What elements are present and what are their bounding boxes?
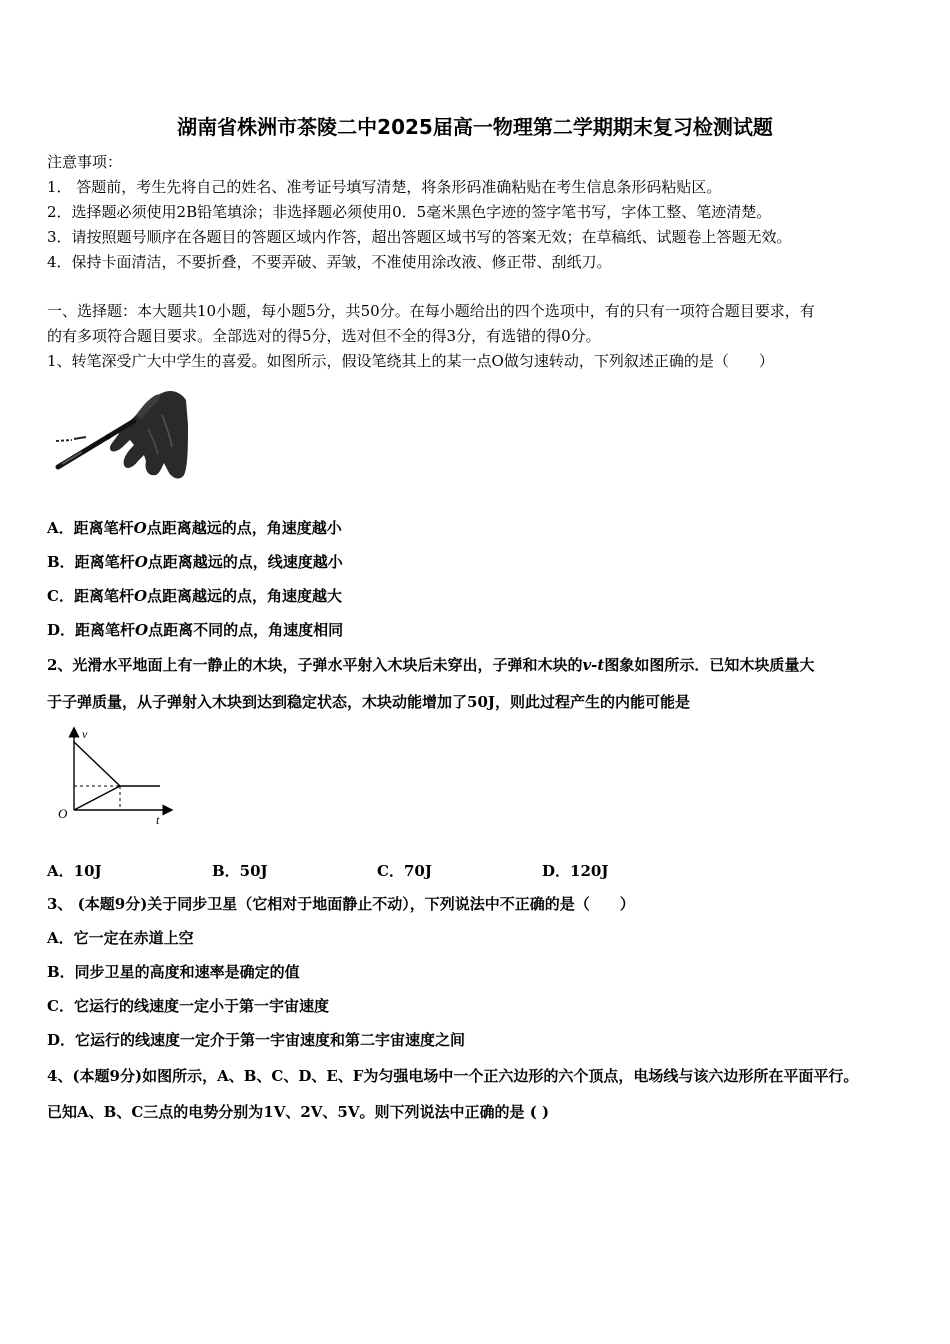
- notice-heading: 注意事项：: [47, 153, 123, 171]
- notice-item-3: 3．请按照题号顺序在各题目的答题区域内作答，超出答题区域书写的答案无效；在草稿纸、试题卷上答题无效。: [47, 228, 792, 246]
- q3-option-a: A．它一定在赤道上空: [47, 929, 194, 947]
- page-title: 湖南省株洲市茶陵二中2025届高一物理第二学期期末复习检测试题: [177, 115, 773, 139]
- q1-option-d: D．距离笔杆O点距离不同的点，角速度相同: [47, 621, 344, 639]
- q2-choice-c: C．70J: [377, 862, 432, 880]
- q3-option-b: B．同步卫星的高度和速率是确定的值: [47, 963, 300, 981]
- section-intro-line-2: 的有多项符合题目要求。全部选对的得5分，选对但不全的得3分，有选错的得0分。: [47, 327, 601, 345]
- q2-choice-a: A．10J: [47, 862, 102, 880]
- v-axis-label: v: [82, 727, 88, 741]
- block-line: [74, 786, 120, 810]
- pen-spinning-hand-figure: [52, 385, 188, 495]
- q2-choice-d: D．120J: [542, 862, 609, 880]
- q1-option-b: B．距离笔杆O点距离越远的点，线速度越小: [47, 553, 343, 571]
- section-intro-line-1: 一、选择题：本大题共10小题，每小题5分，共50分。在每小题给出的四个选项中，有的只有一项符合题目要求，有: [47, 302, 815, 320]
- q2-stem-line-1: 2、光滑水平地面上有一静止的木块，子弹水平射入木块后未穿出，子弹和木块的v-t图象如图所示．已知木块质量大: [47, 656, 815, 674]
- q2-choice-b: B．50J: [212, 862, 268, 880]
- notice-item-1: 1． 答题前，考生先将自己的姓名、准考证号填写清楚，将条形码准确粘贴在考生信息条形码粘贴区。: [47, 178, 722, 196]
- q3-option-c: C．它运行的线速度一定小于第一宇宙速度: [47, 997, 329, 1015]
- vt-graph-figure: [52, 726, 176, 830]
- q4-stem-line-1: 4、(本题9分)如图所示，A、B、C、D、E、F为匀强电场中一个正六边形的六个顶点，电场线与该六边形所在平面平行。: [47, 1067, 859, 1085]
- bullet-line: [74, 742, 120, 786]
- q1-option-c: C．距离笔杆O点距离越远的点，角速度越大: [47, 587, 343, 605]
- origin-label: O: [58, 806, 68, 821]
- q2-stem-line-2: 于子弹质量，从子弹射入木块到达到稳定状态，木块动能增加了50J，则此过程产生的内能可能是: [47, 693, 690, 711]
- q4-stem-line-2: 已知A、B、C三点的电势分别为1V、2V、5V。则下列说法中正确的是 ( ): [47, 1103, 550, 1121]
- q1-stem: 1、转笔深受广大中学生的喜爱。如图所示，假设笔绕其上的某一点O做匀速转动，下列叙述正确的是（ ）: [47, 352, 774, 370]
- notice-item-2: 2．选择题必须使用2B铅笔填涂；非选择题必须使用0．5毫米黑色字迹的签字笔书写，字体工整、笔迹清楚。: [47, 203, 772, 221]
- q1-option-a: A．距离笔杆O点距离越远的点，角速度越小: [47, 519, 342, 537]
- q2-choices: [47, 860, 747, 882]
- t-axis-label: t: [156, 813, 160, 827]
- q3-option-d: D．它运行的线速度一定介于第一宇宙速度和第二宇宙速度之间: [47, 1031, 466, 1049]
- q3-stem: 3、 (本题9分)关于同步卫星（它相对于地面静止不动），下列说法中不正确的是（ ）: [47, 895, 635, 913]
- notice-item-4: 4．保持卡面清洁，不要折叠，不要弄破、弄皱，不准使用涂改液、修正带、刮纸刀。: [47, 253, 612, 271]
